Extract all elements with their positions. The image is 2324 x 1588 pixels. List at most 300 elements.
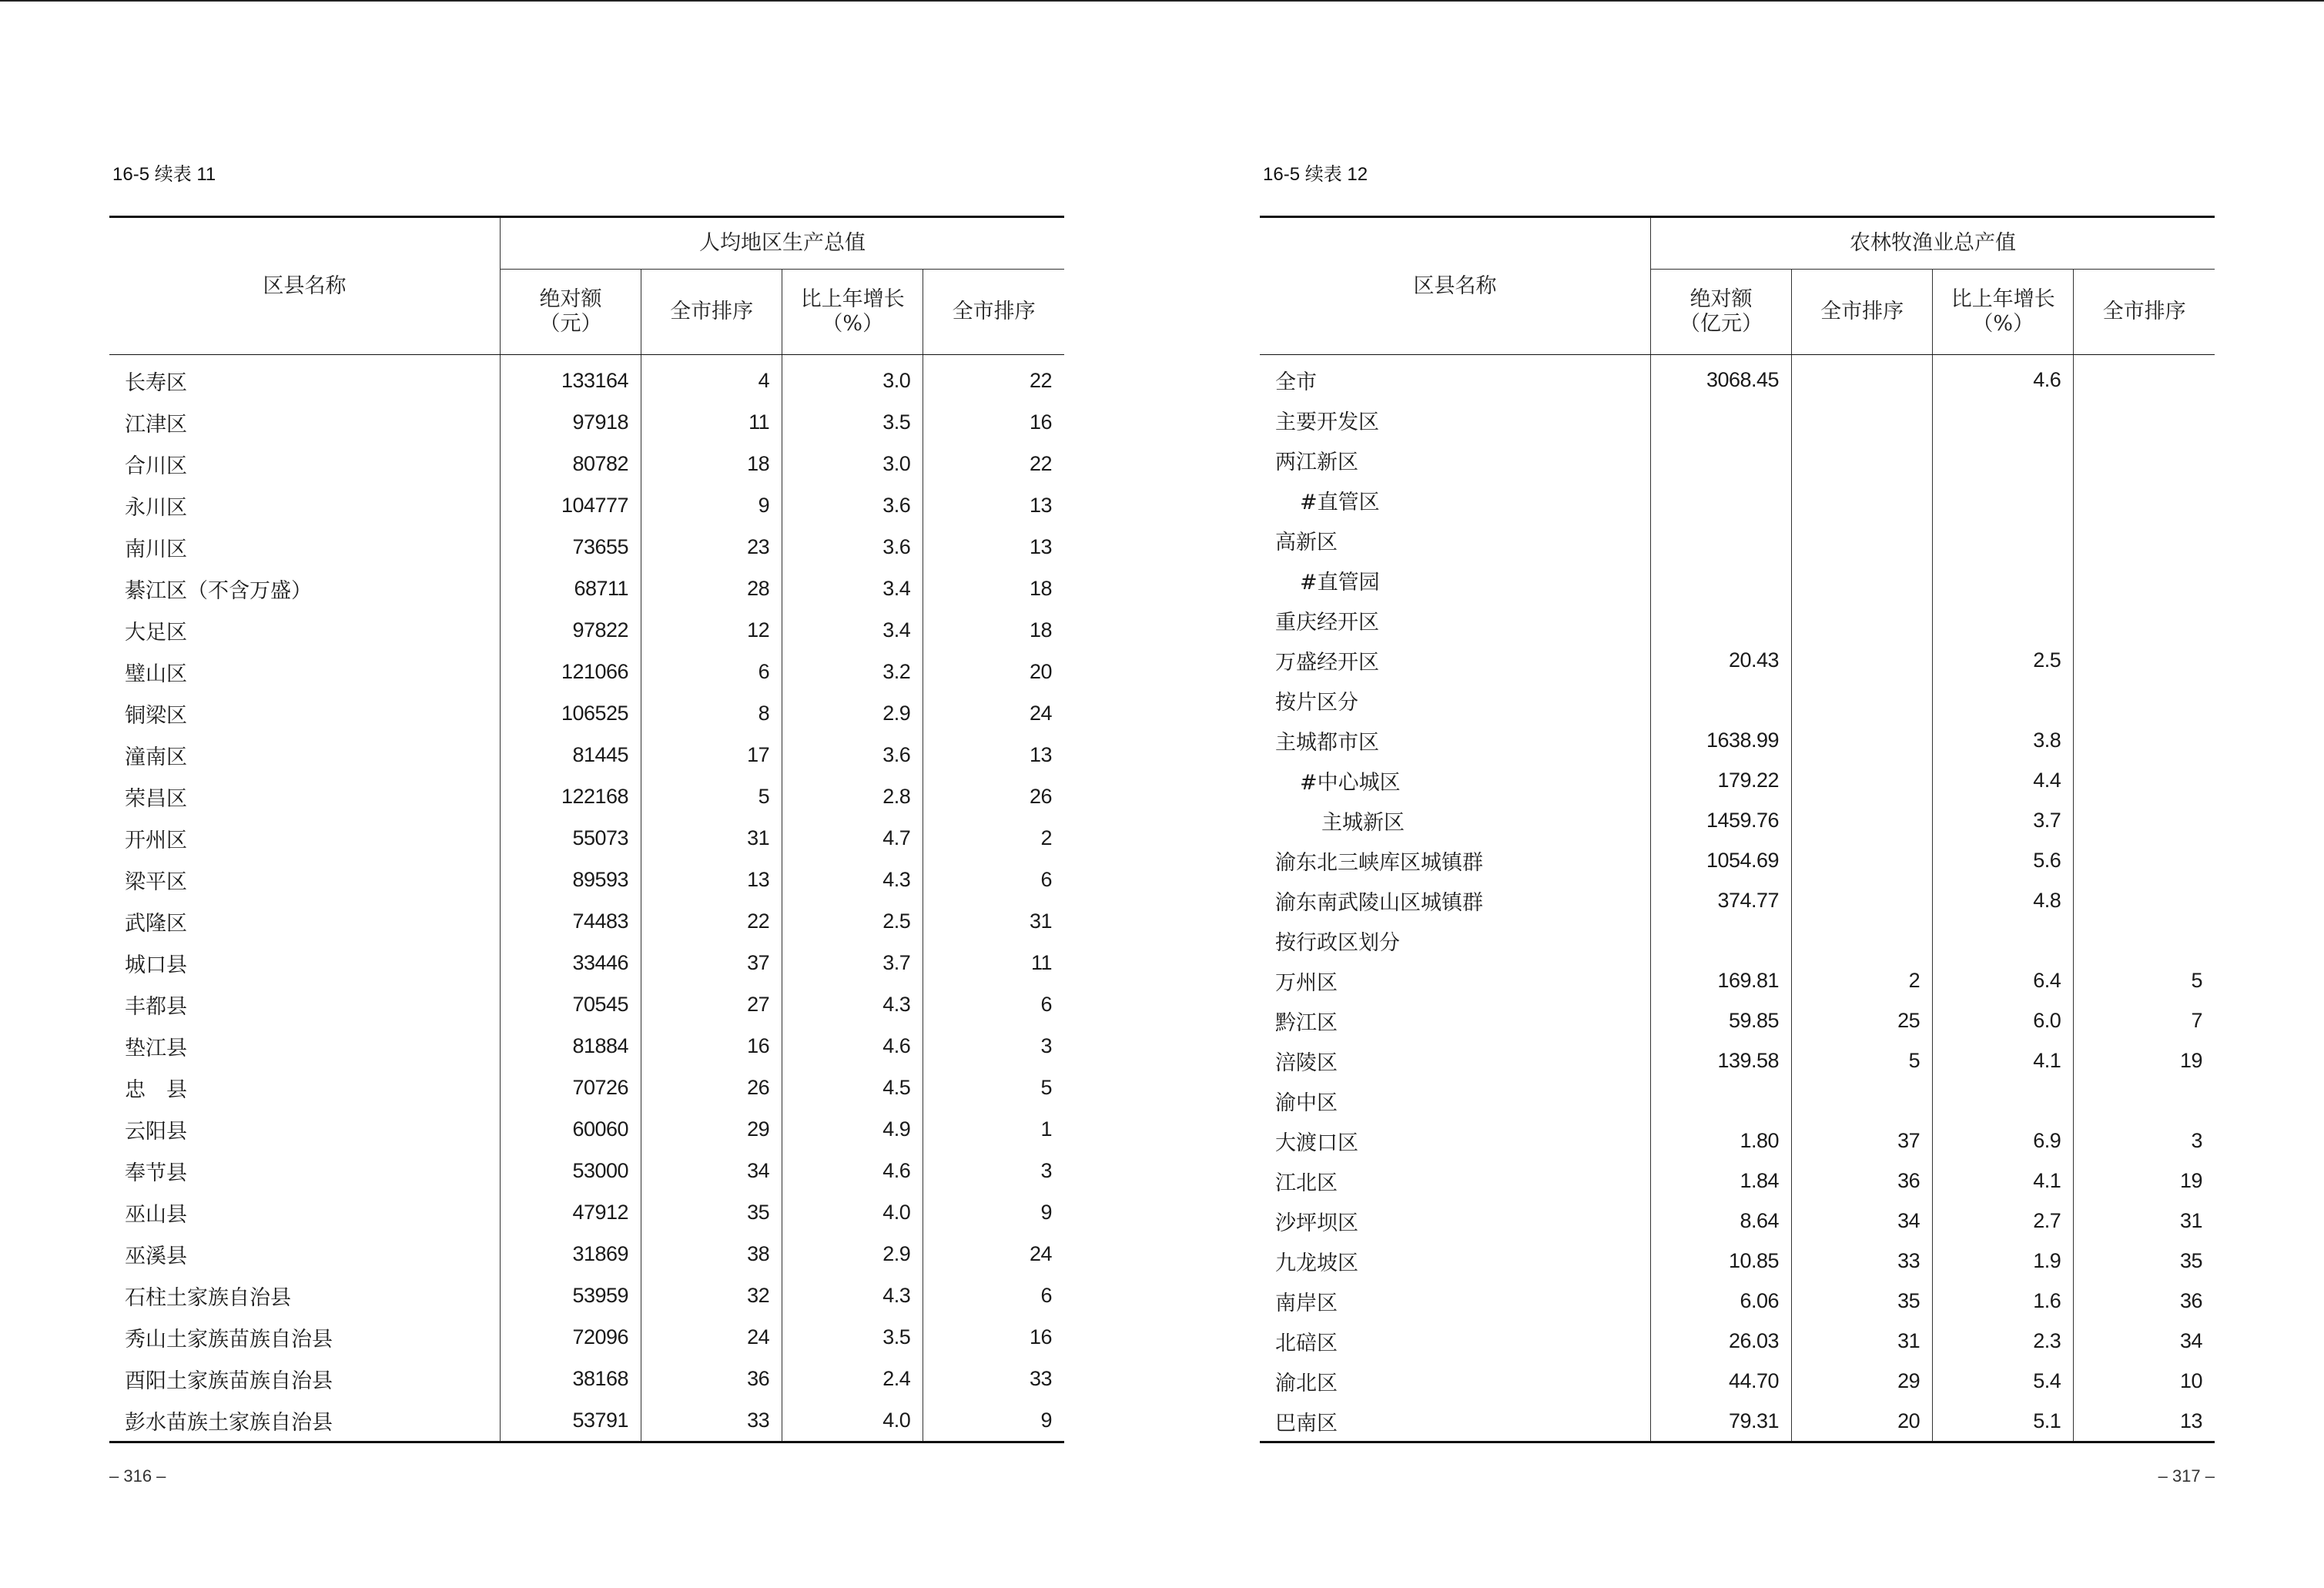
cell-growth-rank: 19 <box>2074 1161 2215 1201</box>
column-header-growth <box>1933 270 2074 355</box>
cell-region-name: 渝东北三峡库区城镇群 <box>1275 850 1483 875</box>
cell-region-name: #中心城区 <box>1300 770 1401 795</box>
agri-output-table <box>1260 216 2215 1443</box>
table-row <box>109 1358 1064 1399</box>
cell-growth-rank <box>2074 560 2215 600</box>
cell-rank: 34 <box>641 1150 782 1191</box>
cell-growth: 3.7 <box>1933 800 2074 840</box>
cell-rank: 5 <box>1792 1040 1933 1080</box>
cell-growth-rank: 26 <box>923 776 1064 817</box>
cell-growth <box>1933 680 2074 720</box>
table-row <box>1260 1201 2215 1241</box>
cell-region-name: 九龙坡区 <box>1275 1251 1358 1275</box>
cell-growth-rank <box>2074 1080 2215 1121</box>
cell-region-name: 綦江区（不含万盛） <box>125 578 312 603</box>
cell-absolute: 60060 <box>500 1108 641 1150</box>
cell-rank: 18 <box>641 443 782 484</box>
cell-rank: 33 <box>641 1399 782 1442</box>
cell-region-name: 江津区 <box>125 412 187 437</box>
cell-rank: 16 <box>641 1025 782 1067</box>
cell-region-name: 潼南区 <box>125 745 187 769</box>
column-header-name: 区县名称 <box>109 217 500 355</box>
cell-growth: 4.0 <box>782 1191 923 1233</box>
cell-absolute: 68711 <box>500 568 641 609</box>
cell-region-name: 主要开发区 <box>1275 410 1379 434</box>
table-title: 16-5 续表 11 <box>112 164 216 185</box>
table-row <box>1260 920 2215 960</box>
cell-region-name: 城口县 <box>125 953 187 977</box>
absolute-label: 绝对额 <box>539 287 602 311</box>
cell-region-name: 黔江区 <box>1275 1010 1338 1035</box>
cell-growth-rank: 11 <box>923 942 1064 983</box>
cell-growth-rank: 36 <box>2074 1281 2215 1321</box>
table-row <box>109 443 1064 484</box>
table-row <box>109 609 1064 651</box>
table-row <box>1260 1000 2215 1040</box>
cell-growth-rank <box>2074 600 2215 640</box>
cell-rank: 22 <box>641 900 782 942</box>
table-row <box>109 1191 1064 1233</box>
cell-absolute: 139.58 <box>1650 1040 1791 1080</box>
cell-rank: 35 <box>1792 1281 1933 1321</box>
cell-region-name: 荣昌区 <box>125 786 187 811</box>
cell-rank: 32 <box>641 1275 782 1316</box>
cell-rank: 29 <box>1792 1361 1933 1401</box>
cell-rank <box>1792 800 1933 840</box>
cell-region-name: 云阳县 <box>125 1119 187 1144</box>
table-row <box>1260 355 2215 400</box>
table-row <box>109 1108 1064 1150</box>
cell-growth-rank: 35 <box>2074 1241 2215 1281</box>
cell-rank <box>1792 400 1933 440</box>
cell-growth-rank: 33 <box>923 1358 1064 1399</box>
cell-region-name: #直管园 <box>1300 570 1380 595</box>
cell-growth-rank <box>2074 440 2215 480</box>
cell-growth-rank: 24 <box>923 692 1064 734</box>
cell-absolute: 1638.99 <box>1650 720 1791 760</box>
cell-growth: 2.3 <box>1933 1321 2074 1361</box>
cell-absolute <box>1650 600 1791 640</box>
cell-growth: 4.3 <box>782 1275 923 1316</box>
cell-growth-rank: 22 <box>923 355 1064 402</box>
cell-growth-rank: 6 <box>923 983 1064 1025</box>
cell-absolute: 6.06 <box>1650 1281 1791 1321</box>
cell-rank: 38 <box>641 1233 782 1275</box>
cell-growth: 2.5 <box>1933 640 2074 680</box>
cell-rank: 37 <box>1792 1121 1933 1161</box>
table-row <box>109 401 1064 443</box>
cell-growth <box>1933 480 2074 520</box>
cell-region-name: 铜梁区 <box>125 703 187 728</box>
table-row <box>109 1067 1064 1108</box>
cell-rank <box>1792 560 1933 600</box>
cell-absolute: 89593 <box>500 859 641 900</box>
cell-rank: 5 <box>641 776 782 817</box>
cell-growth-rank: 9 <box>923 1399 1064 1442</box>
cell-rank: 33 <box>1792 1241 1933 1281</box>
cell-growth-rank <box>2074 880 2215 920</box>
cell-absolute <box>1650 480 1791 520</box>
table-row <box>109 817 1064 859</box>
cell-region-name: 主城新区 <box>1321 810 1405 835</box>
cell-region-name: 沙坪坝区 <box>1275 1211 1358 1235</box>
cell-absolute: 104777 <box>500 484 641 526</box>
cell-growth-rank <box>2074 680 2215 720</box>
column-group-header: 农林牧渔业总产值 <box>1650 217 2215 270</box>
cell-growth: 3.8 <box>1933 720 2074 760</box>
cell-rank: 4 <box>641 355 782 402</box>
cell-rank: 29 <box>641 1108 782 1150</box>
cell-absolute <box>1650 680 1791 720</box>
cell-absolute: 74483 <box>500 900 641 942</box>
cell-rank: 25 <box>1792 1000 1933 1040</box>
growth-unit: （%） <box>1972 312 2034 336</box>
table-row <box>109 983 1064 1025</box>
cell-growth: 3.2 <box>782 651 923 692</box>
cell-rank: 24 <box>641 1316 782 1358</box>
column-header-name: 区县名称 <box>1260 217 1650 355</box>
cell-absolute: 3068.45 <box>1650 355 1791 400</box>
cell-region-name: 璧山区 <box>125 662 187 686</box>
cell-absolute: 8.64 <box>1650 1201 1791 1241</box>
cell-region-name: 按行政区划分 <box>1275 930 1400 955</box>
cell-growth-rank: 3 <box>923 1025 1064 1067</box>
growth-label: 比上年增长 <box>1951 287 2055 311</box>
cell-rank: 26 <box>641 1067 782 1108</box>
cell-growth: 4.6 <box>1933 355 2074 400</box>
cell-growth: 4.8 <box>1933 880 2074 920</box>
cell-growth: 3.6 <box>782 484 923 526</box>
cell-region-name: 渝北区 <box>1275 1371 1338 1395</box>
cell-growth-rank <box>2074 480 2215 520</box>
cell-growth: 2.7 <box>1933 1201 2074 1241</box>
cell-absolute: 374.77 <box>1650 880 1791 920</box>
cell-region-name: 垫江县 <box>125 1036 187 1060</box>
cell-rank: 9 <box>641 484 782 526</box>
cell-absolute: 81884 <box>500 1025 641 1067</box>
cell-absolute: 70726 <box>500 1067 641 1108</box>
cell-absolute: 106525 <box>500 692 641 734</box>
table-row <box>109 484 1064 526</box>
cell-region-name: 大渡口区 <box>1275 1131 1358 1155</box>
cell-growth-rank <box>2074 355 2215 400</box>
cell-growth: 1.9 <box>1933 1241 2074 1281</box>
cell-growth-rank <box>2074 800 2215 840</box>
table-row <box>109 859 1064 900</box>
column-header-rank: 全市排序 <box>1792 270 1933 355</box>
cell-absolute: 97918 <box>500 401 641 443</box>
cell-growth-rank: 1 <box>923 1108 1064 1150</box>
cell-rank <box>1792 480 1933 520</box>
table-row <box>1260 760 2215 800</box>
cell-absolute: 97822 <box>500 609 641 651</box>
table-row <box>109 568 1064 609</box>
cell-region-name: 武隆区 <box>125 911 187 936</box>
cell-absolute: 70545 <box>500 983 641 1025</box>
table-row <box>1260 400 2215 440</box>
cell-absolute: 81445 <box>500 734 641 776</box>
cell-region-name: 奉节县 <box>125 1161 187 1185</box>
cell-region-name: 开州区 <box>125 828 187 853</box>
cell-growth <box>1933 400 2074 440</box>
cell-growth: 3.0 <box>782 443 923 484</box>
table-row <box>1260 720 2215 760</box>
cell-growth-rank: 3 <box>2074 1121 2215 1161</box>
cell-absolute: 179.22 <box>1650 760 1791 800</box>
cell-absolute <box>1650 520 1791 560</box>
cell-rank: 20 <box>1792 1401 1933 1442</box>
cell-growth <box>1933 1080 2074 1121</box>
cell-growth-rank: 6 <box>923 1275 1064 1316</box>
page-number: – 316 – <box>109 1466 166 1486</box>
cell-region-name: 酉阳土家族苗族自治县 <box>125 1369 333 1393</box>
table-body <box>1260 355 2215 1442</box>
cell-growth: 4.7 <box>782 817 923 859</box>
cell-absolute: 59.85 <box>1650 1000 1791 1040</box>
cell-growth: 5.1 <box>1933 1401 2074 1442</box>
cell-growth-rank: 31 <box>923 900 1064 942</box>
cell-rank: 6 <box>641 651 782 692</box>
cell-growth-rank: 5 <box>2074 960 2215 1000</box>
cell-growth-rank: 18 <box>923 568 1064 609</box>
cell-growth-rank <box>2074 760 2215 800</box>
cell-region-name: 涪陵区 <box>1275 1050 1338 1075</box>
cell-growth-rank <box>2074 720 2215 760</box>
cell-rank: 31 <box>641 817 782 859</box>
cell-absolute: 122168 <box>500 776 641 817</box>
cell-region-name: 石柱土家族自治县 <box>125 1285 291 1310</box>
cell-absolute: 72096 <box>500 1316 641 1358</box>
cell-growth-rank: 34 <box>2074 1321 2215 1361</box>
cell-growth-rank: 18 <box>923 609 1064 651</box>
cell-rank <box>1792 720 1933 760</box>
table-row <box>1260 1361 2215 1401</box>
cell-rank: 13 <box>641 859 782 900</box>
cell-rank <box>1792 520 1933 560</box>
table-row <box>109 1025 1064 1067</box>
table-row <box>1260 1040 2215 1080</box>
cell-rank <box>1792 355 1933 400</box>
cell-absolute: 1.80 <box>1650 1121 1791 1161</box>
cell-region-name: 合川区 <box>125 454 187 478</box>
cell-rank <box>1792 760 1933 800</box>
column-header-growth <box>782 270 923 355</box>
table-title: 16-5 续表 12 <box>1263 164 1368 185</box>
cell-absolute: 73655 <box>500 526 641 568</box>
table-row <box>1260 640 2215 680</box>
cell-absolute: 53791 <box>500 1399 641 1442</box>
cell-absolute: 10.85 <box>1650 1241 1791 1281</box>
absolute-label: 绝对额 <box>1689 287 1753 311</box>
cell-absolute: 53000 <box>500 1150 641 1191</box>
cell-rank <box>1792 640 1933 680</box>
cell-absolute <box>1650 1080 1791 1121</box>
cell-growth-rank: 22 <box>923 443 1064 484</box>
table-row <box>1260 440 2215 480</box>
cell-region-name: 万州区 <box>1275 970 1338 995</box>
cell-growth: 4.5 <box>782 1067 923 1108</box>
table-row <box>1260 800 2215 840</box>
cell-growth-rank: 13 <box>923 484 1064 526</box>
cell-growth-rank: 3 <box>923 1150 1064 1191</box>
table-row <box>1260 520 2215 560</box>
cell-rank: 8 <box>641 692 782 734</box>
cell-growth-rank <box>2074 520 2215 560</box>
cell-growth: 2.4 <box>782 1358 923 1399</box>
cell-absolute: 38168 <box>500 1358 641 1399</box>
cell-growth: 5.6 <box>1933 840 2074 880</box>
table-row <box>1260 880 2215 920</box>
cell-growth: 6.9 <box>1933 1121 2074 1161</box>
cell-growth: 4.4 <box>1933 760 2074 800</box>
cell-growth-rank: 13 <box>923 526 1064 568</box>
cell-rank: 28 <box>641 568 782 609</box>
cell-absolute <box>1650 400 1791 440</box>
cell-absolute: 1054.69 <box>1650 840 1791 880</box>
cell-growth-rank <box>2074 640 2215 680</box>
table-row <box>1260 960 2215 1000</box>
cell-growth: 6.0 <box>1933 1000 2074 1040</box>
cell-rank: 11 <box>641 401 782 443</box>
cell-region-name: 丰都县 <box>125 994 187 1019</box>
cell-rank: 34 <box>1792 1201 1933 1241</box>
cell-rank: 27 <box>641 983 782 1025</box>
cell-absolute: 47912 <box>500 1191 641 1233</box>
page-number: – 317 – <box>2158 1466 2215 1486</box>
cell-growth-rank <box>2074 840 2215 880</box>
cell-region-name: 忠 县 <box>125 1077 187 1102</box>
cell-region-name: #直管区 <box>1300 490 1380 514</box>
cell-growth: 2.5 <box>782 900 923 942</box>
cell-rank: 35 <box>641 1191 782 1233</box>
table-row <box>1260 1321 2215 1361</box>
growth-unit: （%） <box>822 312 884 336</box>
cell-growth: 3.5 <box>782 401 923 443</box>
cell-growth-rank: 9 <box>923 1191 1064 1233</box>
cell-rank <box>1792 840 1933 880</box>
cell-absolute: 20.43 <box>1650 640 1791 680</box>
cell-growth-rank: 6 <box>923 859 1064 900</box>
cell-growth: 4.6 <box>782 1025 923 1067</box>
cell-region-name: 梁平区 <box>125 869 187 894</box>
column-header-rank: 全市排序 <box>641 270 782 355</box>
table-row <box>109 776 1064 817</box>
cell-growth-rank <box>2074 400 2215 440</box>
cell-growth-rank: 16 <box>923 1316 1064 1358</box>
cell-growth-rank: 20 <box>923 651 1064 692</box>
absolute-unit: （亿元） <box>1679 312 1763 336</box>
cell-absolute: 80782 <box>500 443 641 484</box>
cell-growth: 3.4 <box>782 568 923 609</box>
cell-region-name: 北碚区 <box>1275 1331 1338 1355</box>
cell-rank: 36 <box>641 1358 782 1399</box>
table-row <box>1260 1121 2215 1161</box>
cell-growth: 4.1 <box>1933 1161 2074 1201</box>
cell-rank <box>1792 1080 1933 1121</box>
cell-growth-rank: 16 <box>923 401 1064 443</box>
cell-rank: 17 <box>641 734 782 776</box>
cell-growth: 3.6 <box>782 526 923 568</box>
column-header-growth-rank: 全市排序 <box>2074 270 2215 355</box>
cell-region-name: 永川区 <box>125 495 187 520</box>
table-row <box>1260 1161 2215 1201</box>
cell-rank: 36 <box>1792 1161 1933 1201</box>
cell-region-name: 高新区 <box>1275 530 1338 554</box>
column-header-growth-rank: 全市排序 <box>923 270 1064 355</box>
cell-absolute: 33446 <box>500 942 641 983</box>
cell-region-name: 巫山县 <box>125 1202 187 1227</box>
cell-absolute <box>1650 560 1791 600</box>
cell-rank: 12 <box>641 609 782 651</box>
cell-absolute: 53959 <box>500 1275 641 1316</box>
cell-growth: 3.5 <box>782 1316 923 1358</box>
cell-rank <box>1792 680 1933 720</box>
cell-rank: 37 <box>641 942 782 983</box>
cell-absolute: 26.03 <box>1650 1321 1791 1361</box>
cell-absolute: 169.81 <box>1650 960 1791 1000</box>
table-row <box>109 355 1064 402</box>
cell-region-name: 两江新区 <box>1275 450 1358 474</box>
cell-growth: 2.9 <box>782 692 923 734</box>
cell-growth-rank: 10 <box>2074 1361 2215 1401</box>
growth-label: 比上年增长 <box>800 287 905 311</box>
cell-rank <box>1792 600 1933 640</box>
table-row <box>1260 1401 2215 1442</box>
cell-growth: 5.4 <box>1933 1361 2074 1401</box>
table-row <box>1260 1241 2215 1281</box>
table-row <box>109 1275 1064 1316</box>
cell-region-name: 大足区 <box>125 620 187 645</box>
cell-rank: 31 <box>1792 1321 1933 1361</box>
cell-region-name: 长寿区 <box>125 370 187 395</box>
cell-region-name: 万盛经开区 <box>1275 650 1379 675</box>
cell-growth-rank: 2 <box>923 817 1064 859</box>
cell-growth: 4.1 <box>1933 1040 2074 1080</box>
cell-region-name: 南岸区 <box>1275 1291 1338 1315</box>
cell-growth: 2.8 <box>782 776 923 817</box>
cell-region-name: 按片区分 <box>1275 690 1358 715</box>
table-row <box>1260 560 2215 600</box>
cell-growth-rank <box>2074 920 2215 960</box>
table-row <box>109 900 1064 942</box>
cell-growth <box>1933 560 2074 600</box>
cell-growth: 4.9 <box>782 1108 923 1150</box>
table-row <box>1260 840 2215 880</box>
cell-absolute <box>1650 440 1791 480</box>
table-body <box>109 355 1064 1442</box>
cell-absolute: 79.31 <box>1650 1401 1791 1442</box>
cell-growth-rank: 24 <box>923 1233 1064 1275</box>
cell-absolute: 1.84 <box>1650 1161 1791 1201</box>
table-row <box>109 942 1064 983</box>
table-row <box>109 1399 1064 1442</box>
cell-region-name: 全市 <box>1275 370 1317 394</box>
table-row <box>109 651 1064 692</box>
cell-absolute <box>1650 920 1791 960</box>
cell-growth: 3.0 <box>782 355 923 402</box>
table-row <box>1260 1080 2215 1121</box>
cell-growth: 4.3 <box>782 859 923 900</box>
column-header-absolute <box>1650 270 1791 355</box>
gdp-per-capita-table <box>109 216 1064 1443</box>
cell-region-name: 重庆经开区 <box>1275 610 1379 635</box>
cell-absolute: 1459.76 <box>1650 800 1791 840</box>
cell-region-name: 渝中区 <box>1275 1090 1338 1115</box>
top-border-line <box>0 0 2324 2</box>
cell-growth-rank: 5 <box>923 1067 1064 1108</box>
cell-rank: 2 <box>1792 960 1933 1000</box>
cell-region-name: 南川区 <box>125 537 187 561</box>
